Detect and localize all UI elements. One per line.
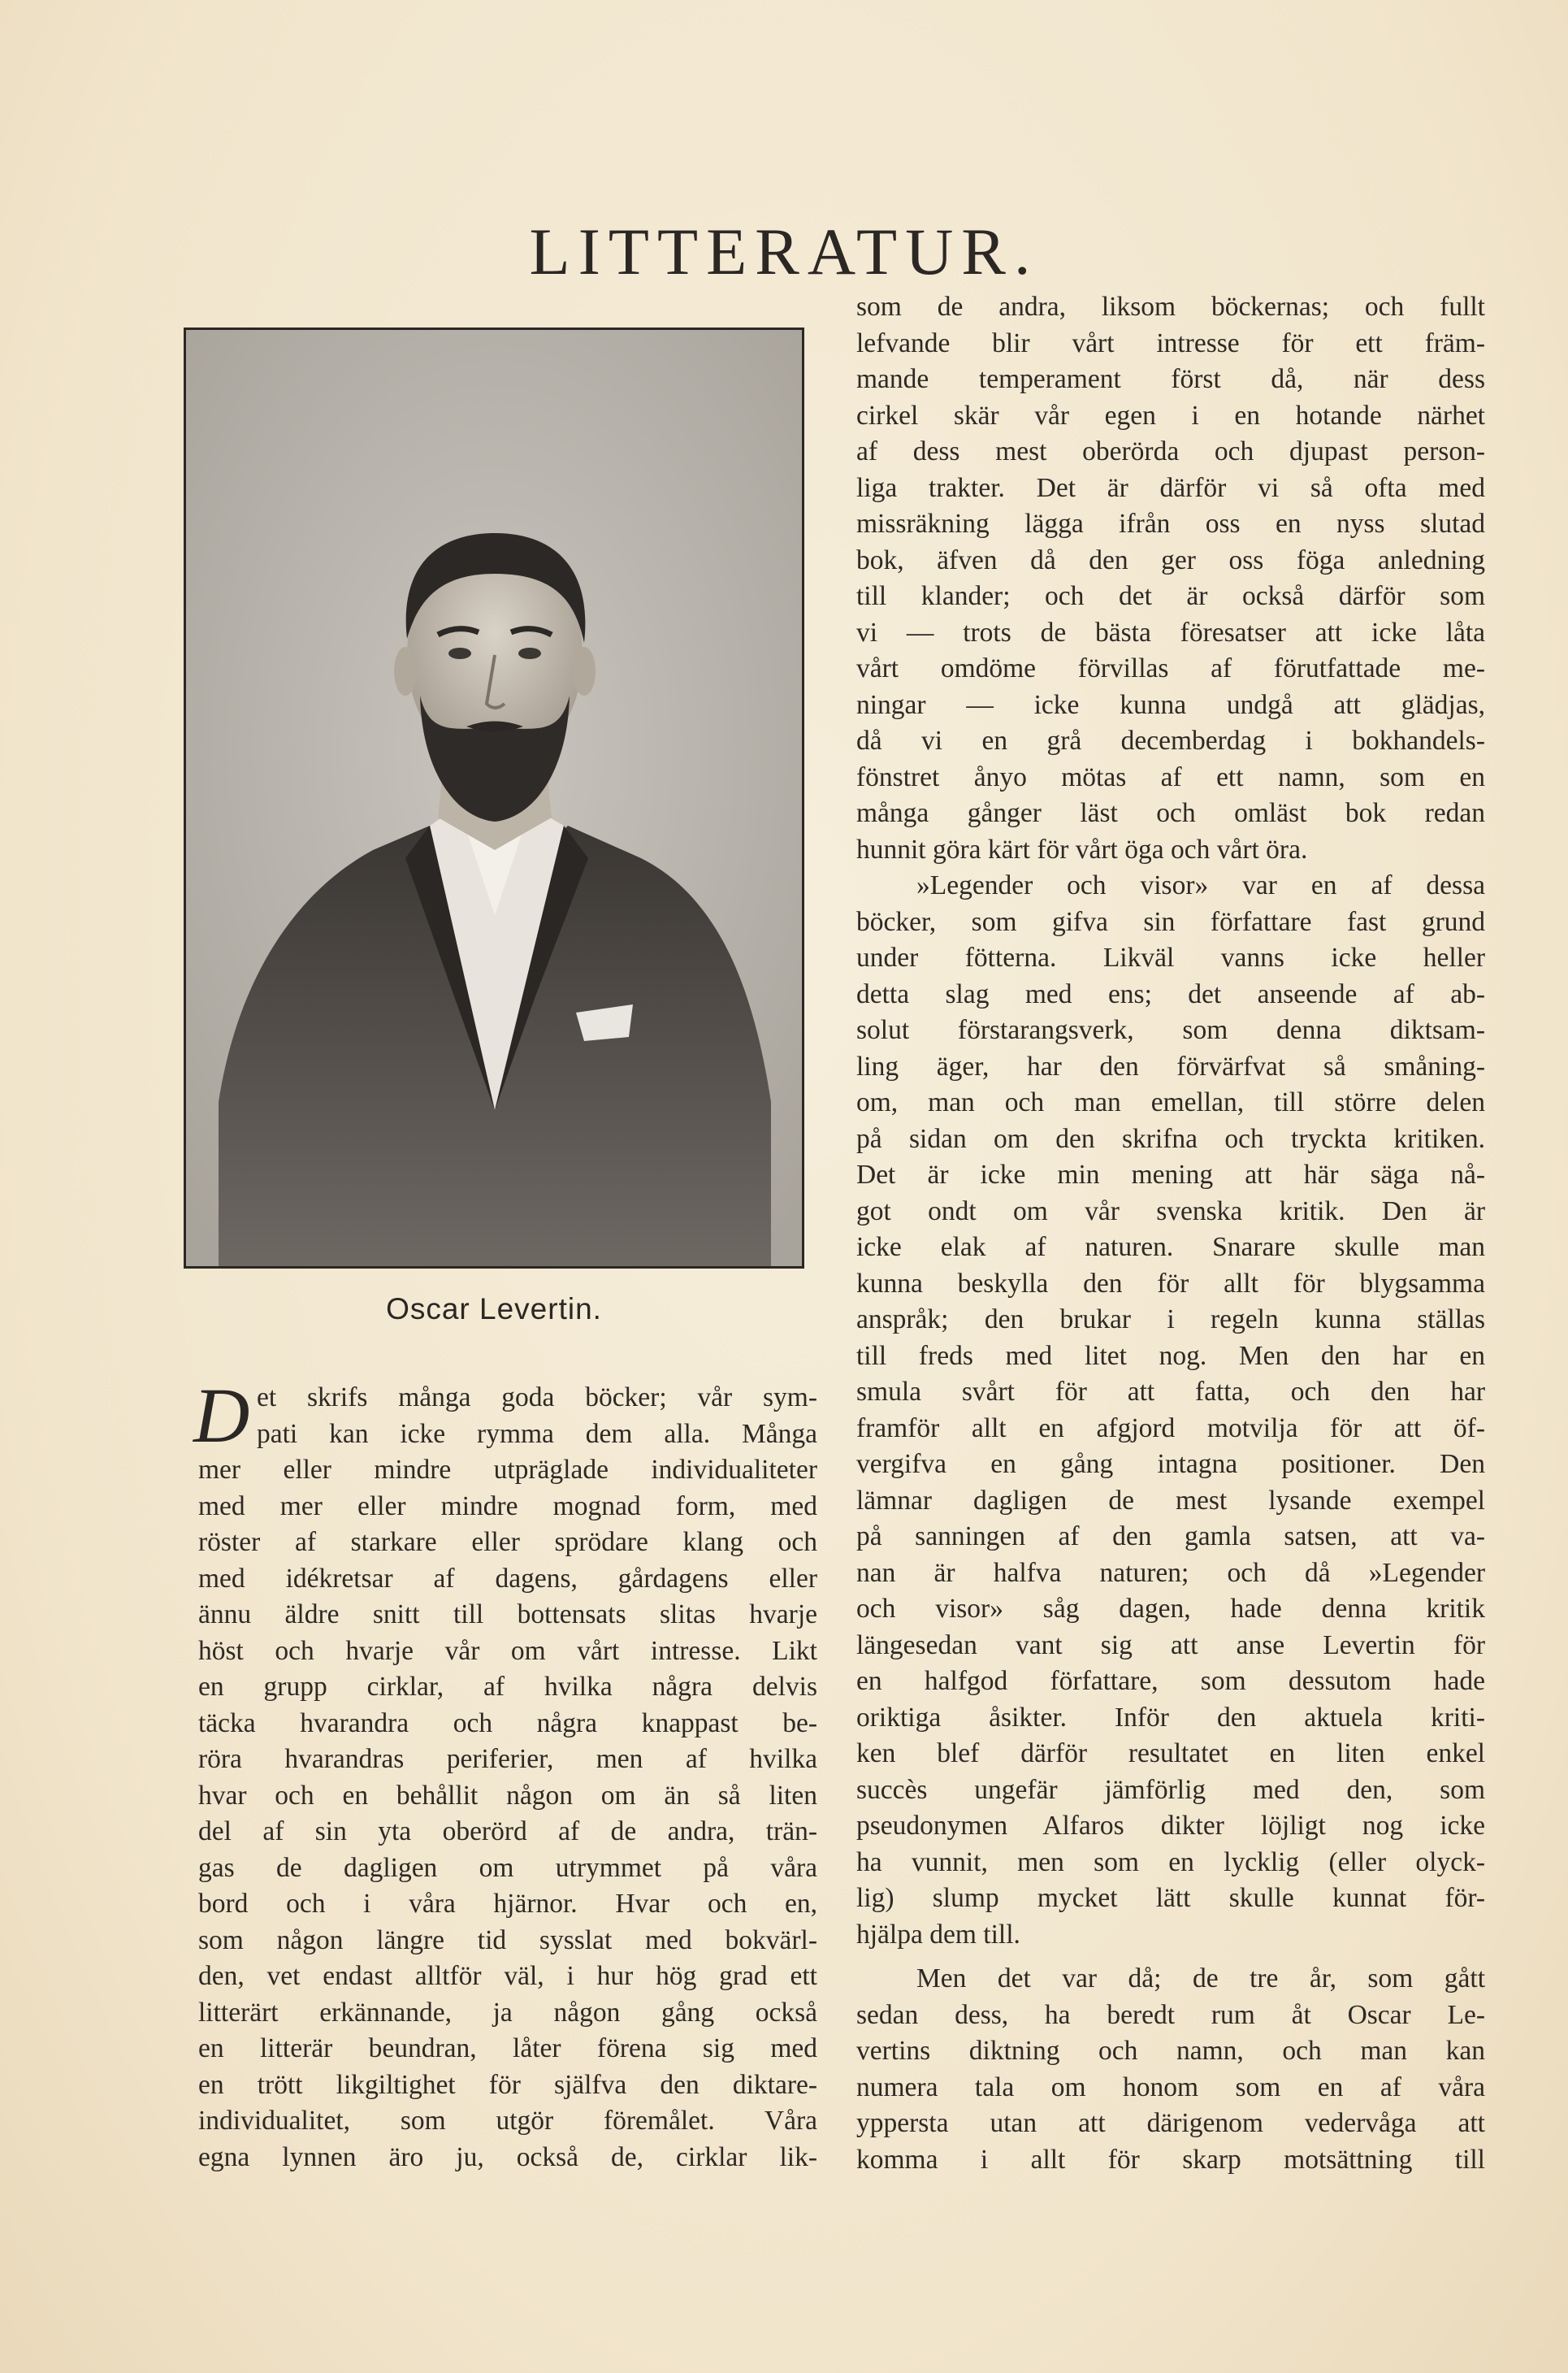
text-line: med idékretsar af dagens, gårdagens eller bbox=[198, 1563, 817, 1594]
text-line: med mer eller mindre mognad form, med bbox=[198, 1490, 817, 1521]
text-line: lefvande blir vårt intresse för ett främ- bbox=[856, 328, 1485, 358]
paragraph-gap bbox=[856, 1953, 1485, 1961]
text-line: till freds med litet nog. Men den har en bbox=[856, 1340, 1485, 1371]
text-line: litterärt erkännande, ja någon gång också bbox=[198, 1997, 817, 2028]
text-line: många gånger läst och omläst bok redan bbox=[856, 798, 1485, 828]
text-line: hunnit göra kärt för vårt öga och vårt öra. bbox=[856, 834, 1308, 865]
text-line: mande temperament först då, när dess bbox=[856, 364, 1485, 394]
text-line: lämnar dagligen de mest lysande exempel bbox=[856, 1485, 1485, 1516]
right-text-column bbox=[856, 289, 1485, 2178]
text-line: numera tala om honom som en af våra bbox=[856, 2071, 1485, 2102]
text-line: hvar och en behållit någon om än så liten bbox=[198, 1780, 817, 1811]
text-line: som de andra, liksom böckernas; och fullt bbox=[856, 292, 1485, 322]
text-line: »Legender och visor» var en af dessa bbox=[916, 870, 1485, 900]
text-line: om, man och man emellan, till större delen bbox=[856, 1087, 1485, 1117]
text-line: solut förstarangsverk, som denna diktsam- bbox=[856, 1015, 1485, 1045]
text-line: på sidan om den skrifna och tryckta kritiken. bbox=[856, 1123, 1485, 1154]
text-line: detta slag med ens; det anseende af ab- bbox=[856, 978, 1485, 1009]
text-line: längesedan vant sig att anse Levertin för bbox=[856, 1629, 1485, 1660]
portrait-caption: Oscar Levertin. bbox=[386, 1292, 602, 1325]
portrait-illustration bbox=[186, 330, 802, 1266]
text-line: gas de dagligen om utrymmet på våra bbox=[198, 1852, 817, 1883]
page-title: LITTERATUR. bbox=[529, 214, 1039, 288]
text-line: ken blef därför resultatet en liten enkel bbox=[856, 1738, 1485, 1768]
text-line: individualitet, som utgör föremålet. Våra bbox=[198, 2106, 817, 2136]
text-line: missräkning lägga ifrån oss en nyss slutad bbox=[856, 509, 1485, 539]
text-line: pati kan icke rymma dem alla. Många bbox=[257, 1418, 817, 1449]
text-line: vi — trots de bästa föresatser att icke låta bbox=[856, 617, 1485, 648]
text-line: et skrifs många goda böcker; vår sym- bbox=[257, 1382, 817, 1412]
text-line: cirkel skär vår egen i en hotande närhet bbox=[856, 400, 1485, 431]
text-line: den, vet endast alltför väl, i hur hög grad ett bbox=[198, 1961, 817, 1991]
text-line: som någon längre tid sysslat med bokvärl- bbox=[198, 1924, 817, 1955]
text-line: egna lynnen äro ju, också de, cirklar lik- bbox=[198, 2141, 817, 2172]
text-line: oriktiga åsikter. Inför den aktuela kriti- bbox=[856, 1702, 1485, 1733]
text-line: och visor» såg dagen, hade denna kritik bbox=[856, 1594, 1485, 1624]
text-line: smula svårt för att fatta, och den har bbox=[856, 1377, 1485, 1407]
text-line: fönstret ånyo mötas af ett namn, som en bbox=[856, 761, 1485, 792]
text-line: mer eller mindre utpräglade individualiteter bbox=[198, 1455, 817, 1485]
text-line: got ondt om vår svenska kritik. Den är bbox=[856, 1195, 1485, 1226]
text-line: sedan dess, ha beredt rum åt Oscar Le- bbox=[856, 1999, 1485, 2030]
text-line: anspråk; den brukar i regeln kunna ställas bbox=[856, 1304, 1485, 1334]
text-line: bok, äfven då den ger oss föga anledning bbox=[856, 544, 1485, 575]
text-line: en trött likgiltighet för själfva den diktare- bbox=[198, 2069, 817, 2100]
left-text-column bbox=[193, 1372, 817, 2176]
text-line: vårt omdöme förvillas af förutfattade me- bbox=[856, 653, 1485, 683]
text-line: framför allt en afgjord motvilja för att öf- bbox=[856, 1412, 1485, 1443]
text-line: icke elak af naturen. Snarare skulle man bbox=[856, 1232, 1485, 1262]
text-line: då vi en grå decemberdag i bokhandels- bbox=[856, 726, 1485, 756]
text-line: under fötterna. Likväl vanns icke heller bbox=[856, 943, 1485, 973]
drop-cap: D bbox=[193, 1372, 250, 1459]
text-line: yppersta utan att därigenom vedervåga att bbox=[856, 2108, 1485, 2138]
text-line: pseudonymen Alfaros dikter löjligt nog icke bbox=[856, 1811, 1485, 1841]
text-line: ännu äldre snitt till bottensats slitas hvarje bbox=[198, 1599, 817, 1629]
text-line: liga trakter. Det är därför vi så ofta med bbox=[856, 472, 1485, 503]
portrait-photo bbox=[184, 328, 804, 1269]
text-line: Men det var då; de tre år, som gått bbox=[916, 1963, 1485, 1993]
text-line: ha vunnit, men som en lycklig (eller olyck- bbox=[856, 1846, 1485, 1877]
text-line: röster af starkare eller sprödare klang och bbox=[198, 1527, 817, 1557]
text-line: ningar — icke kunna undgå att glädjas, bbox=[856, 689, 1485, 720]
text-line: del af sin yta oberörd af de andra, trän- bbox=[198, 1816, 817, 1846]
text-line: lig) slump mycket lätt skulle kunnat för- bbox=[856, 1883, 1485, 1913]
text-line: nan är halfva naturen; och då »Legender bbox=[856, 1557, 1485, 1588]
text-line: ling äger, har den förvärfvat så småning- bbox=[856, 1051, 1485, 1082]
text-line: vertins diktning och namn, och man kan bbox=[856, 2036, 1485, 2066]
text-line: succès ungefär jämförlig med den, som bbox=[856, 1774, 1485, 1805]
text-line: komma i allt för skarp motsättning till bbox=[856, 2144, 1485, 2175]
text-line: en grupp cirklar, af hvilka några delvis bbox=[198, 1672, 817, 1702]
text-line: kunna beskylla den för allt för blygsamma bbox=[856, 1268, 1485, 1299]
text-line: på sanningen af den gamla satsen, att va- bbox=[856, 1521, 1485, 1551]
text-line: Det är icke min mening att här säga nå- bbox=[856, 1160, 1485, 1190]
text-line: en litterär beundran, låter förena sig med bbox=[198, 2033, 817, 2063]
text-line: höst och hvarje vår om vårt intresse. Likt bbox=[198, 1635, 817, 1666]
text-line: böcker, som gifva sin författare fast grund bbox=[856, 906, 1485, 937]
text-line: en halfgod författare, som dessutom hade bbox=[856, 1666, 1485, 1696]
text-line: vergifva en gång intagna positioner. Den bbox=[856, 1449, 1485, 1479]
text-line: bord och i våra hjärnor. Hvar och en, bbox=[198, 1889, 817, 1919]
text-line: till klander; och det är också därför som bbox=[856, 581, 1485, 611]
text-line: af dess mest oberörda och djupast person- bbox=[856, 436, 1485, 466]
text-line: röra hvarandras periferier, men af hvilka bbox=[198, 1744, 817, 1774]
text-line: täcka hvarandra och några knappast be- bbox=[198, 1707, 817, 1738]
text-line: hjälpa dem till. bbox=[856, 1919, 1020, 1950]
